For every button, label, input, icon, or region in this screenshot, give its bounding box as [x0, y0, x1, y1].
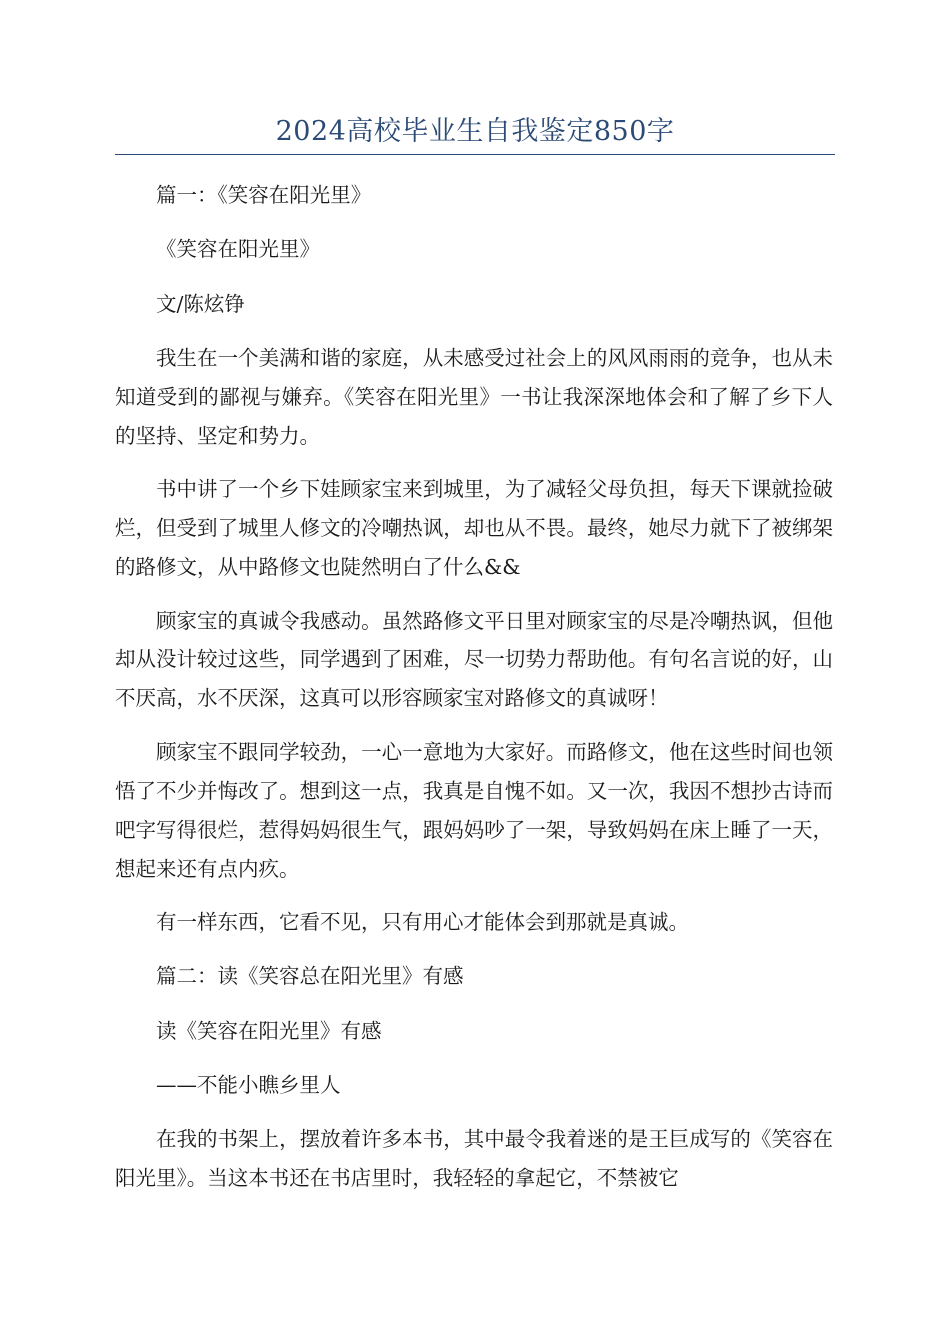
section-heading-1: 篇一：《笑容在阳光里》 — [156, 183, 372, 207]
body-paragraph: 书中讲了一个乡下娃顾家宝来到城里，为了减轻父母负担，每天下课就捡破烂，但受到了城里人修文的冷嘲热讽，却也从不畏。最终，她尽力就下了被绑架的路修文，从中路修文也陡然明白了什么&& — [115, 477, 833, 580]
document-title: 2024高校毕业生自我鉴定850字 — [275, 116, 675, 147]
author-line: 文/陈炫铮 — [156, 291, 245, 316]
body-paragraph: 在我的书架上，摆放着许多本书，其中最令我着迷的是王巨成写的《笑容在阳光里》。当这本书还在书店里时，我轻轻的拿起它，不禁被它 — [115, 1127, 833, 1191]
body-paragraph: 顾家宝不跟同学较劲，一心一意地为大家好。而路修文，他在这些时间也领悟了不少并悔改了。想到这一点，我真是自愧不如。又一次，我因不想抄古诗而吧字写得很烂，惹得妈妈很生气，跟妈妈吵了一架，导致妈妈在床上睡了一天，想起来还有点内疚。 — [115, 739, 833, 881]
article-title-1: 《笑容在阳光里》 — [156, 237, 320, 262]
body-paragraph: 我生在一个美满和谐的家庭，从未感受过社会上的风风雨雨的竞争，也从未知道受到的鄙视与嫌弃。《笑容在阳光里》一书让我深深地体会和了解了乡下人的坚持、坚定和势力。 — [115, 345, 833, 448]
article-title-2: 读《笑容在阳光里》有感 — [156, 1018, 382, 1043]
document-body — [115, 176, 833, 1213]
article-subtitle-2: ——不能小瞧乡里人 — [156, 1072, 341, 1097]
title-underline — [115, 154, 835, 155]
body-paragraph: 顾家宝的真诚令我感动。虽然路修文平日里对顾家宝的尽是冷嘲热讽，但他却从没计较过这些，同学遇到了困难，尽一切势力帮助他。有句名言说的好，山不厌高，水不厌深，这真可以形容顾家宝对路修文的真诚呀！ — [115, 608, 833, 711]
body-paragraph: 有一样东西，它看不见，只有用心才能体会到那就是真诚。 — [156, 910, 689, 935]
section-heading-2: 篇二：读《笑容总在阳光里》有感 — [156, 964, 464, 989]
